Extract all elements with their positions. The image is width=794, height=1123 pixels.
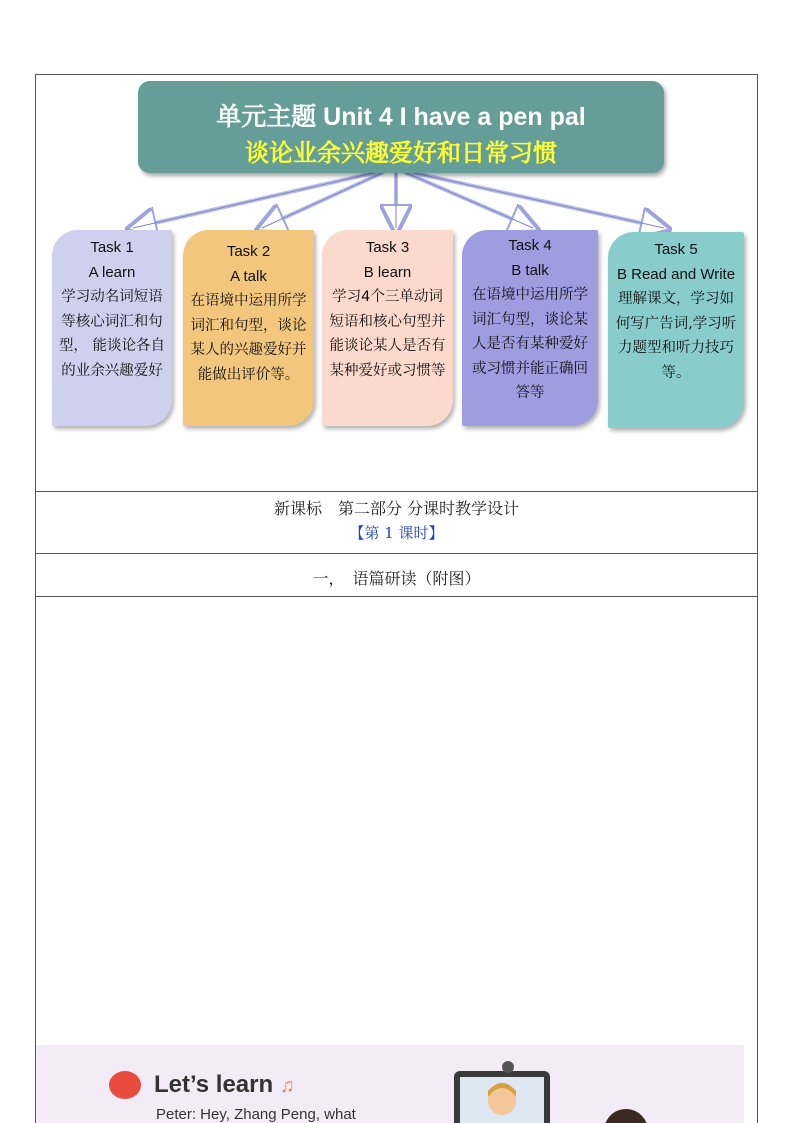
task-card-1 [52,230,172,426]
row-divider [35,553,758,554]
unit-title-box [138,81,664,173]
dialogue-line: Peter: Hey, Zhang Peng, what [156,1106,356,1123]
headphones-icon: ♫ [279,1075,295,1097]
task-card-2 [183,230,314,426]
row-divider [35,596,758,597]
task-section: B Read and Write [616,265,736,283]
lets-learn-heading [118,1071,295,1099]
unit-theme: 谈论业余兴趣爱好和日常习惯 [245,139,557,167]
task-label: Task 3 [365,239,410,256]
task-label: Task 2 [226,243,271,260]
task-description: 在语境中运用所学词汇和句型，谈论某人的兴趣爱好并能做出评价等。 [190,293,307,383]
task-section: A talk [230,267,267,285]
section-header: 新课标 第二部分 分课时教学设计 [273,499,520,518]
unit-title: 单元主题 Unit 4 I have a pen pal [216,103,586,131]
task-label: Task 4 [508,237,552,254]
task-description: 在语境中运用所学词汇句型，谈论某人是否有某种爱好或习惯并能正确回答等 [472,287,588,401]
task-section: B talk [511,261,549,279]
task-label: Task 1 [90,239,134,256]
task-description: 学习4个三单动词短语和核心句型并能谈论某人是否有某种爱好或习惯等 [329,289,446,379]
lets-learn-label: Let’s learn [154,1071,274,1098]
task-card-5 [608,232,744,428]
subsection-title: 一， 语篇研读（附图） [312,569,481,588]
task-description: 理解课文，学习如何写广告词,学习听力题型和听力技巧等。 [615,291,737,381]
lesson-label: 【第 1 课时】 [349,524,444,542]
task-description: 学习动名词短语等核心词汇和句型， 能谈论各自的业余兴趣爱好 [58,289,166,379]
task-card-3 [322,230,453,426]
task-card-4 [462,230,598,426]
task-label: Task 5 [654,241,698,258]
task-section: A learn [88,263,136,281]
task-section: B learn [363,263,412,281]
row-divider [35,491,758,492]
